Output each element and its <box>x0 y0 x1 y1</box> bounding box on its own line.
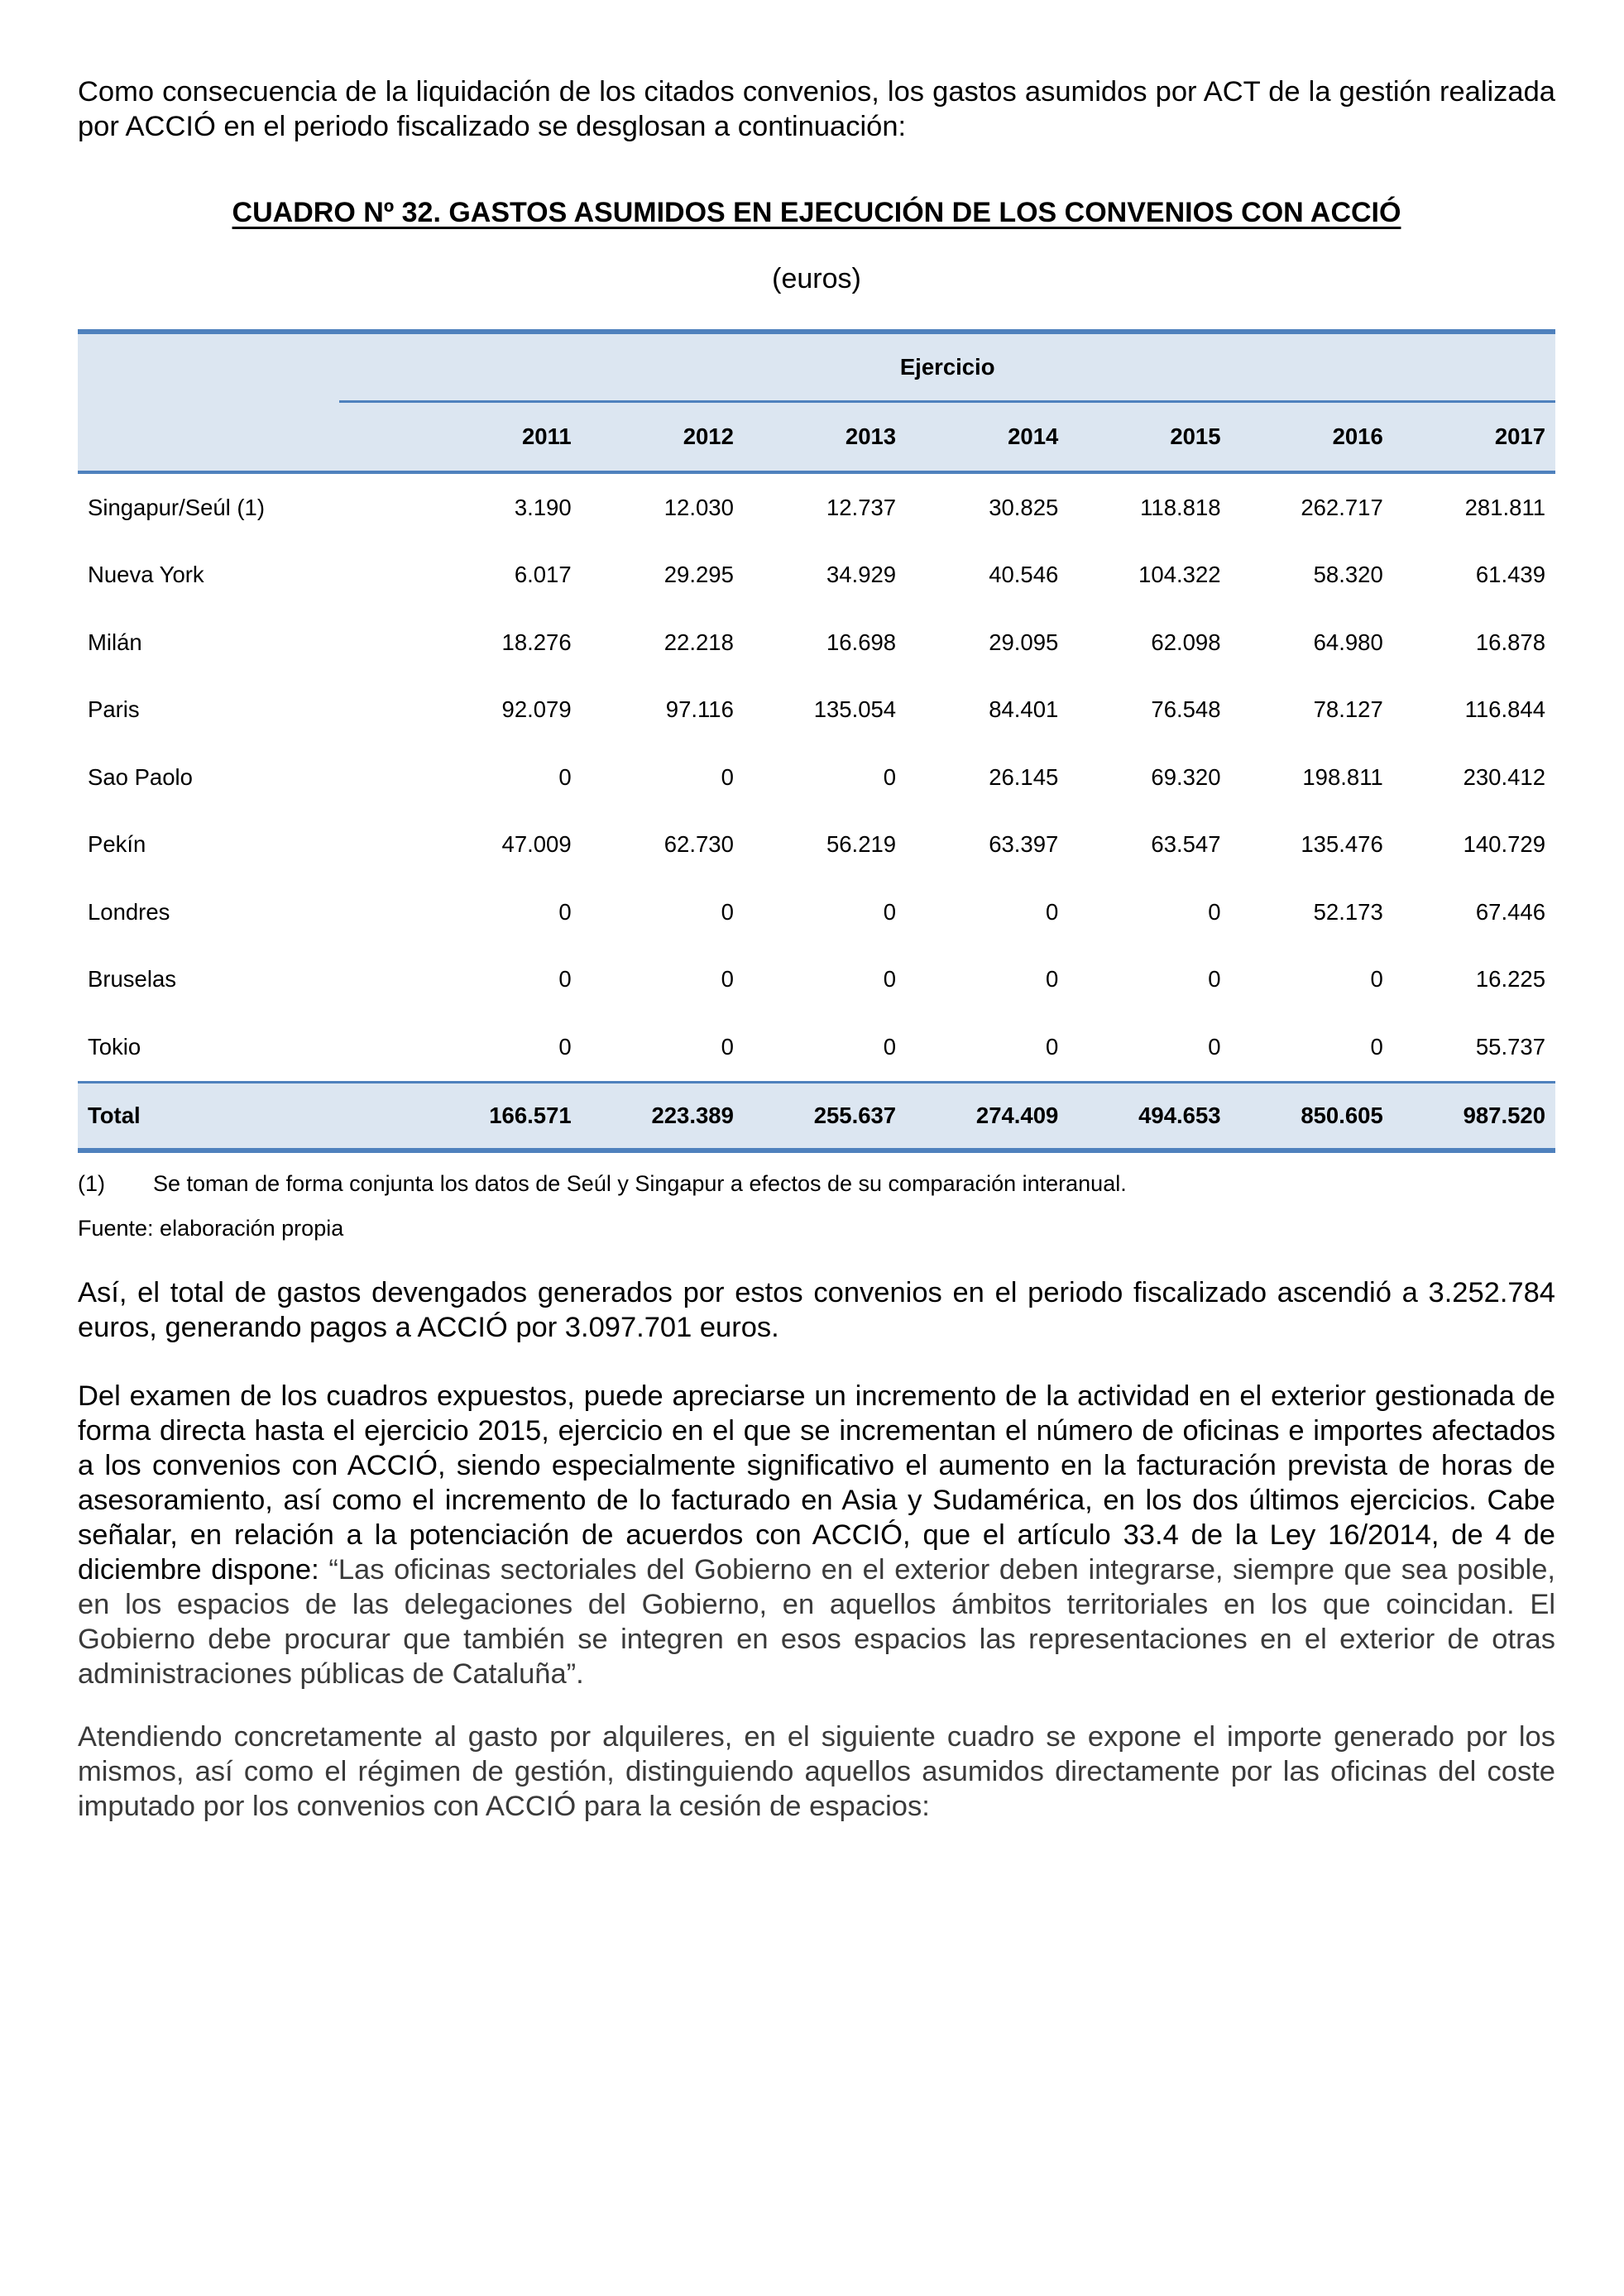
cell-value: 55.737 <box>1475 1033 1545 1060</box>
cell-value: 281.811 <box>1464 494 1545 520</box>
cell-value: 262.717 <box>1301 494 1383 520</box>
table-row <box>78 677 1555 744</box>
exam-paragraph <box>78 1379 1555 1691</box>
total-value: 223.389 <box>572 1082 734 1150</box>
cell-value: 0 <box>1208 966 1221 993</box>
cell-value: 0 <box>721 898 734 925</box>
table-title: CUADRO Nº 32. GASTOS ASUMIDOS EN EJECUCIÓN DE LOS CONVENIOS CON ACCIÓ <box>232 197 1401 228</box>
cell-value: 84.401 <box>989 696 1059 723</box>
cell-value: 16.878 <box>1475 629 1545 655</box>
table-units: (euros) <box>772 263 861 294</box>
cell-value: 26.145 <box>989 763 1059 790</box>
footnote-text: Se toman de forma conjunta los datos de Seúl y Singapur a efectos de su comparación interanual. <box>153 1171 1127 1196</box>
row-label: Paris <box>88 696 140 723</box>
cell-value: 118.818 <box>1140 494 1221 520</box>
cell-value: 12.737 <box>826 494 897 520</box>
table-row <box>78 946 1555 1014</box>
cell-value: 30.825 <box>989 494 1059 520</box>
year-header: 2013 <box>734 402 896 473</box>
table-footnote <box>78 1171 1127 1197</box>
cell-value: 67.446 <box>1475 898 1545 925</box>
cell-value: 0 <box>558 763 572 790</box>
table-row <box>78 1013 1555 1082</box>
cell-value: 0 <box>883 763 897 790</box>
cell-value: 0 <box>1370 1033 1383 1060</box>
row-label: Sao Paolo <box>88 763 193 790</box>
cell-value: 78.127 <box>1313 696 1383 723</box>
cell-value: 0 <box>721 966 734 993</box>
total-paragraph: Así, el total de gastos devengados generados por estos convenios en el periodo fiscalizado ascendió a 3.252.784 euros, generando pagos a ACCIÓ por 3.097.701 euros. <box>78 1277 1555 1343</box>
row-label: Bruselas <box>88 966 176 993</box>
cell-value: 0 <box>558 898 572 925</box>
cell-value: 0 <box>558 1033 572 1060</box>
table-row <box>78 744 1555 811</box>
cell-value: 0 <box>1046 1033 1059 1060</box>
cell-value: 16.225 <box>1475 966 1545 993</box>
cell-value: 0 <box>721 763 734 790</box>
cell-value: 18.276 <box>501 629 572 655</box>
row-label: Nueva York <box>88 562 204 588</box>
cell-value: 135.054 <box>813 696 897 723</box>
cell-value: 52.173 <box>1313 898 1383 925</box>
year-header: 2011 <box>339 402 571 473</box>
cell-value: 12.030 <box>663 494 734 520</box>
cell-value: 61.439 <box>1475 562 1545 588</box>
table-row <box>78 472 1555 542</box>
cell-value: 63.397 <box>989 831 1059 858</box>
cell-value: 6.017 <box>514 562 572 588</box>
cell-value: 0 <box>1046 898 1059 925</box>
expenses-table <box>78 329 1555 1153</box>
cell-value: 22.218 <box>663 629 734 655</box>
year-header: 2016 <box>1221 402 1383 473</box>
table-row <box>78 878 1555 946</box>
cell-value: 16.698 <box>826 629 897 655</box>
year-header: 2015 <box>1058 402 1220 473</box>
cell-value: 40.546 <box>989 562 1059 588</box>
total-value: 850.605 <box>1221 1082 1383 1150</box>
law-quote: “Las oficinas sectoriales del Gobierno en el exterior deben integrarse, siempre que sea posible, en los espacios de las delegaciones del Gobierno, en aquellos ámbitos territoriales en los que coincidan. El Gobierno debe procurar que también se integren en esos espacios las representaciones en el exterior de otras administraciones públicas de Cataluña”. <box>78 1554 1555 1690</box>
year-header: 2012 <box>572 402 734 473</box>
exam-text: Del examen de los cuadros expuestos, puede apreciarse un incremento de la actividad en el exterior gestionada de forma directa hasta el ejercicio 2015, ejercicio en el que se incrementan el número de oficinas e importes afectados a los convenios con ACCIÓ, siendo especialmente significativo el aumento en la facturación prevista de horas de asesoramiento, así como el incremento de lo facturado en Asia y Sudamérica, en los dos últimos ejercicios. Cabe señalar, en relación a la potenciación de acuerdos con ACCIÓ, que el artículo 33.4 de la Ley 16/2014, de 4 de diciembre dispone: <box>78 1380 1555 1586</box>
cell-value: 0 <box>721 1033 734 1060</box>
cell-value: 116.844 <box>1464 696 1545 723</box>
cell-value: 29.095 <box>989 629 1059 655</box>
cell-value: 34.929 <box>826 562 897 588</box>
cell-value: 0 <box>1208 1033 1221 1060</box>
total-value: 255.637 <box>734 1082 896 1150</box>
row-label: Tokio <box>88 1033 141 1060</box>
cell-value: 62.730 <box>663 831 734 858</box>
group-header-ejercicio: Ejercicio <box>339 332 1555 402</box>
cell-value: 0 <box>1046 966 1059 993</box>
cell-value: 0 <box>1370 966 1383 993</box>
cell-value: 76.548 <box>1151 696 1221 723</box>
cell-value: 63.547 <box>1151 831 1221 858</box>
footnote-marker: (1) <box>78 1171 105 1196</box>
rent-paragraph: Atendiendo concretamente al gasto por alquileres, en el siguiente cuadro se expone el importe generado por los mismos, así como el régimen de gestión, distinguiendo aquellos asumidos directamente por las oficinas del coste imputado por los convenios con ACCIÓ para la cesión de espacios: <box>78 1721 1555 1822</box>
year-header: 2017 <box>1383 402 1555 473</box>
row-label: Milán <box>88 629 142 655</box>
cell-value: 64.980 <box>1313 629 1383 655</box>
cell-value: 0 <box>558 966 572 993</box>
cell-value: 92.079 <box>501 696 572 723</box>
group-header-row <box>78 332 1555 402</box>
cell-value: 29.295 <box>663 562 734 588</box>
cell-value: 97.116 <box>665 696 734 723</box>
total-row <box>78 1082 1555 1150</box>
cell-value: 135.476 <box>1301 831 1383 858</box>
intro-paragraph: Como consecuencia de la liquidación de los citados convenios, los gastos asumidos por ACT de la gestión realizada por ACCIÓ en el periodo fiscalizado se desglosan a continuación: <box>78 76 1555 142</box>
cell-value: 198.811 <box>1302 763 1383 790</box>
cell-value: 3.190 <box>514 494 572 520</box>
cell-value: 230.412 <box>1463 763 1545 790</box>
corner-cell <box>78 332 339 472</box>
table-source: Fuente: elaboración propia <box>78 1216 344 1241</box>
total-value: 166.571 <box>339 1082 571 1150</box>
total-value: 987.520 <box>1383 1082 1555 1150</box>
year-header: 2014 <box>896 402 1058 473</box>
cell-value: 0 <box>1208 898 1221 925</box>
cell-value: 104.322 <box>1138 562 1221 588</box>
total-value: 274.409 <box>896 1082 1058 1150</box>
cell-value: 69.320 <box>1151 763 1221 790</box>
cell-value: 47.009 <box>501 831 572 858</box>
total-label: Total <box>78 1082 339 1150</box>
row-label: Singapur/Seúl (1) <box>88 494 266 520</box>
total-value: 494.653 <box>1058 1082 1220 1150</box>
cell-value: 0 <box>883 966 897 993</box>
cell-value: 62.098 <box>1151 629 1221 655</box>
cell-value: 0 <box>883 898 897 925</box>
table-row <box>78 811 1555 879</box>
cell-value: 58.320 <box>1313 562 1383 588</box>
row-label: Pekín <box>88 831 146 858</box>
cell-value: 140.729 <box>1463 831 1545 858</box>
cell-value: 0 <box>883 1033 897 1060</box>
row-label: Londres <box>88 898 170 925</box>
table-row <box>78 542 1555 610</box>
cell-value: 56.219 <box>826 831 897 858</box>
table-row <box>78 609 1555 677</box>
